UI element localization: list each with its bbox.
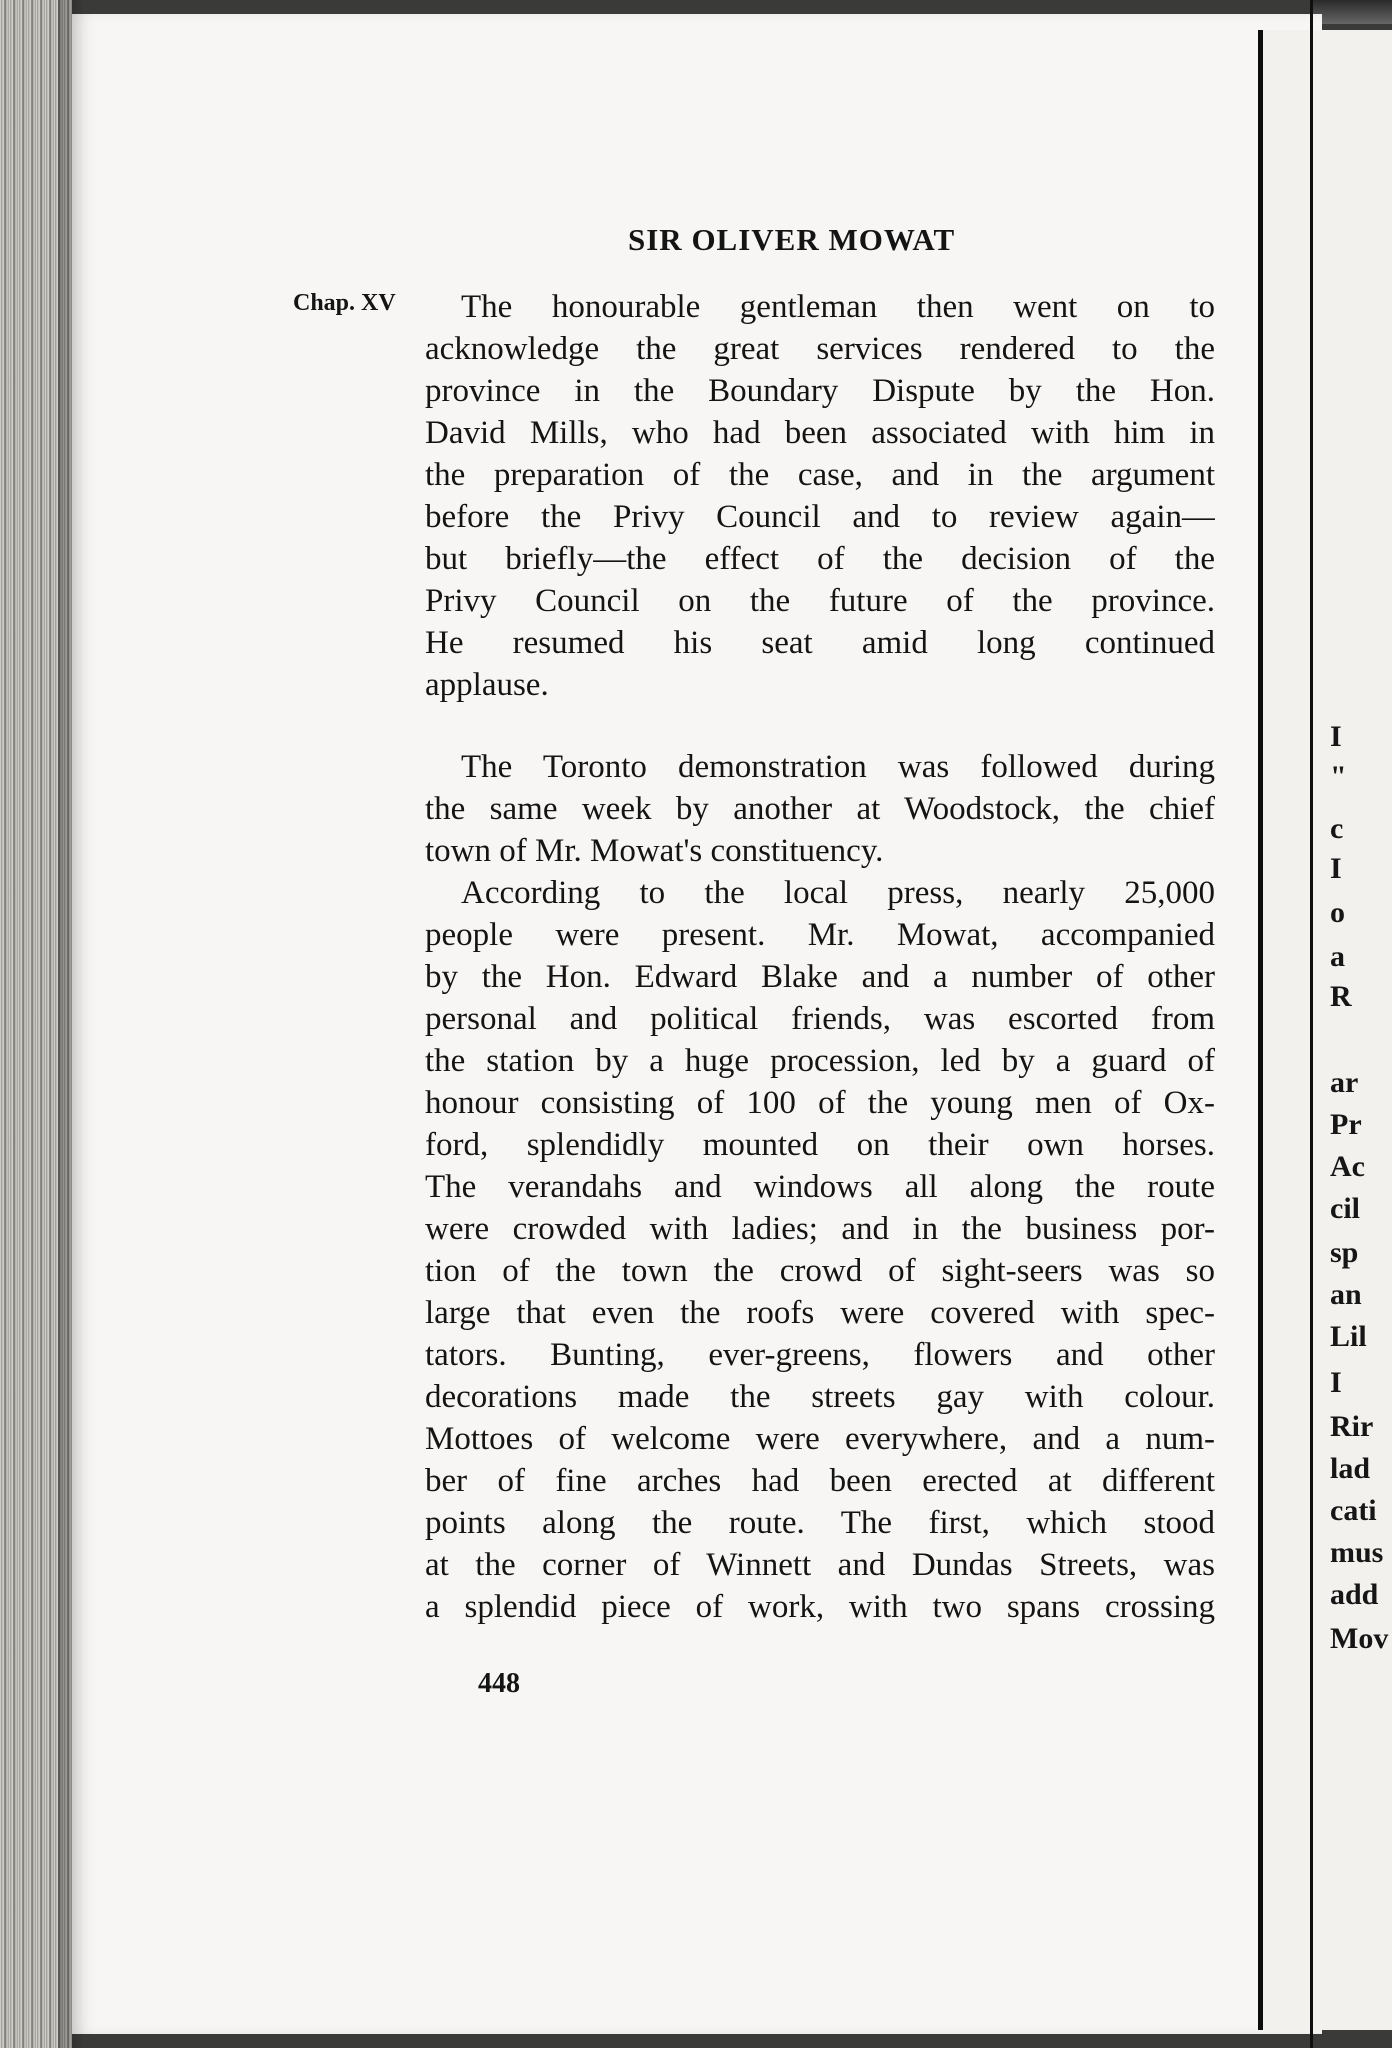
text-line: acknowledge the great services rendered to the xyxy=(425,331,1215,367)
next-page-fragment: cil xyxy=(1330,1192,1360,1225)
next-page-fragment: c xyxy=(1330,812,1344,845)
next-page-fragment: R xyxy=(1330,980,1352,1013)
text-line: were crowded with ladies; and in the business por- xyxy=(425,1211,1215,1247)
next-page-text-fragments xyxy=(1330,0,1392,2048)
paragraph xyxy=(425,746,1215,872)
paragraph xyxy=(425,872,1215,1628)
text-line: province in the Boundary Dispute by the Hon. xyxy=(425,373,1215,409)
next-page-fragment: cati xyxy=(1330,1494,1377,1527)
text-line: the preparation of the case, and in the argument xyxy=(425,457,1215,493)
text-line: by the Hon. Edward Blake and a number of other xyxy=(425,959,1215,995)
text-line: but briefly—the effect of the decision of the xyxy=(425,541,1215,577)
next-page-fragment: I xyxy=(1330,852,1342,885)
next-page-fragment: add xyxy=(1330,1578,1379,1611)
text-line: the same week by another at Woodstock, the chief xyxy=(425,791,1215,827)
text-line: Privy Council on the future of the province. xyxy=(425,583,1215,619)
text-line: the station by a huge procession, led by a guard of xyxy=(425,1043,1215,1079)
text-line: large that even the roofs were covered with spec- xyxy=(425,1295,1215,1331)
text-line: people were present. Mr. Mowat, accompanied xyxy=(425,917,1215,953)
text-line: at the corner of Winnett and Dundas Streets, was xyxy=(425,1547,1215,1583)
next-page-fragment: ar xyxy=(1330,1066,1359,1099)
next-page-fragment: I xyxy=(1330,720,1342,753)
next-page-fragment: sp xyxy=(1330,1236,1359,1269)
text-line: Mottoes of welcome were everywhere, and a num- xyxy=(425,1421,1215,1457)
text-line: town of Mr. Mowat's constituency. xyxy=(425,833,884,869)
chapter-label: Chap. XV xyxy=(293,290,396,316)
paragraph xyxy=(425,286,1215,706)
text-line: David Mills, who had been associated with him in xyxy=(425,415,1215,451)
text-line: The verandahs and windows all along the route xyxy=(425,1169,1215,1205)
page-divider xyxy=(1310,0,1313,2048)
next-page-fragment: " xyxy=(1330,760,1347,793)
next-page-fragment: lad xyxy=(1330,1452,1371,1485)
text-line: ber of fine arches had been erected at different xyxy=(425,1463,1215,1499)
running-head: SIR OLIVER MOWAT xyxy=(628,222,956,257)
next-page-fragment: mus xyxy=(1330,1536,1384,1569)
text-line: before the Privy Council and to review again— xyxy=(425,499,1215,535)
next-page-fragment: Rir xyxy=(1330,1410,1374,1443)
next-page-fragment: Mov xyxy=(1330,1622,1389,1655)
text-line: a splendid piece of work, with two spans crossing xyxy=(425,1589,1215,1625)
next-page-fragment: Pr xyxy=(1330,1108,1362,1141)
text-line: decorations made the streets gay with colour. xyxy=(425,1379,1215,1415)
text-line: According to the local press, nearly 25,000 xyxy=(461,875,1215,911)
text-line: points along the route. The first, which stood xyxy=(425,1505,1215,1541)
text-line: honour consisting of 100 of the young men of Ox- xyxy=(425,1085,1215,1121)
next-page-fragment: Ac xyxy=(1330,1150,1365,1183)
text-line: He resumed his seat amid long continued xyxy=(425,625,1215,661)
page-number: 448 xyxy=(478,1668,520,1699)
text-line: tators. Bunting, ever-greens, flowers and other xyxy=(425,1337,1215,1373)
body-text xyxy=(425,286,1215,1628)
next-page-fragment: a xyxy=(1330,940,1345,973)
text-line: ford, splendidly mounted on their own horses. xyxy=(425,1127,1215,1163)
text-line: The Toronto demonstration was followed during xyxy=(461,749,1215,785)
next-page-fragment: an xyxy=(1330,1278,1362,1311)
text-line: applause. xyxy=(425,667,549,703)
text-line: tion of the town the crowd of sight-seers was so xyxy=(425,1253,1215,1289)
next-page-fragment: o xyxy=(1330,896,1345,929)
next-page-fragment: Lil xyxy=(1330,1320,1367,1353)
text-line: personal and political friends, was escorted from xyxy=(425,1001,1215,1037)
section-break xyxy=(425,706,1215,746)
next-page-fragment: I xyxy=(1330,1366,1342,1399)
text-line: The honourable gentleman then went on to xyxy=(461,289,1215,325)
